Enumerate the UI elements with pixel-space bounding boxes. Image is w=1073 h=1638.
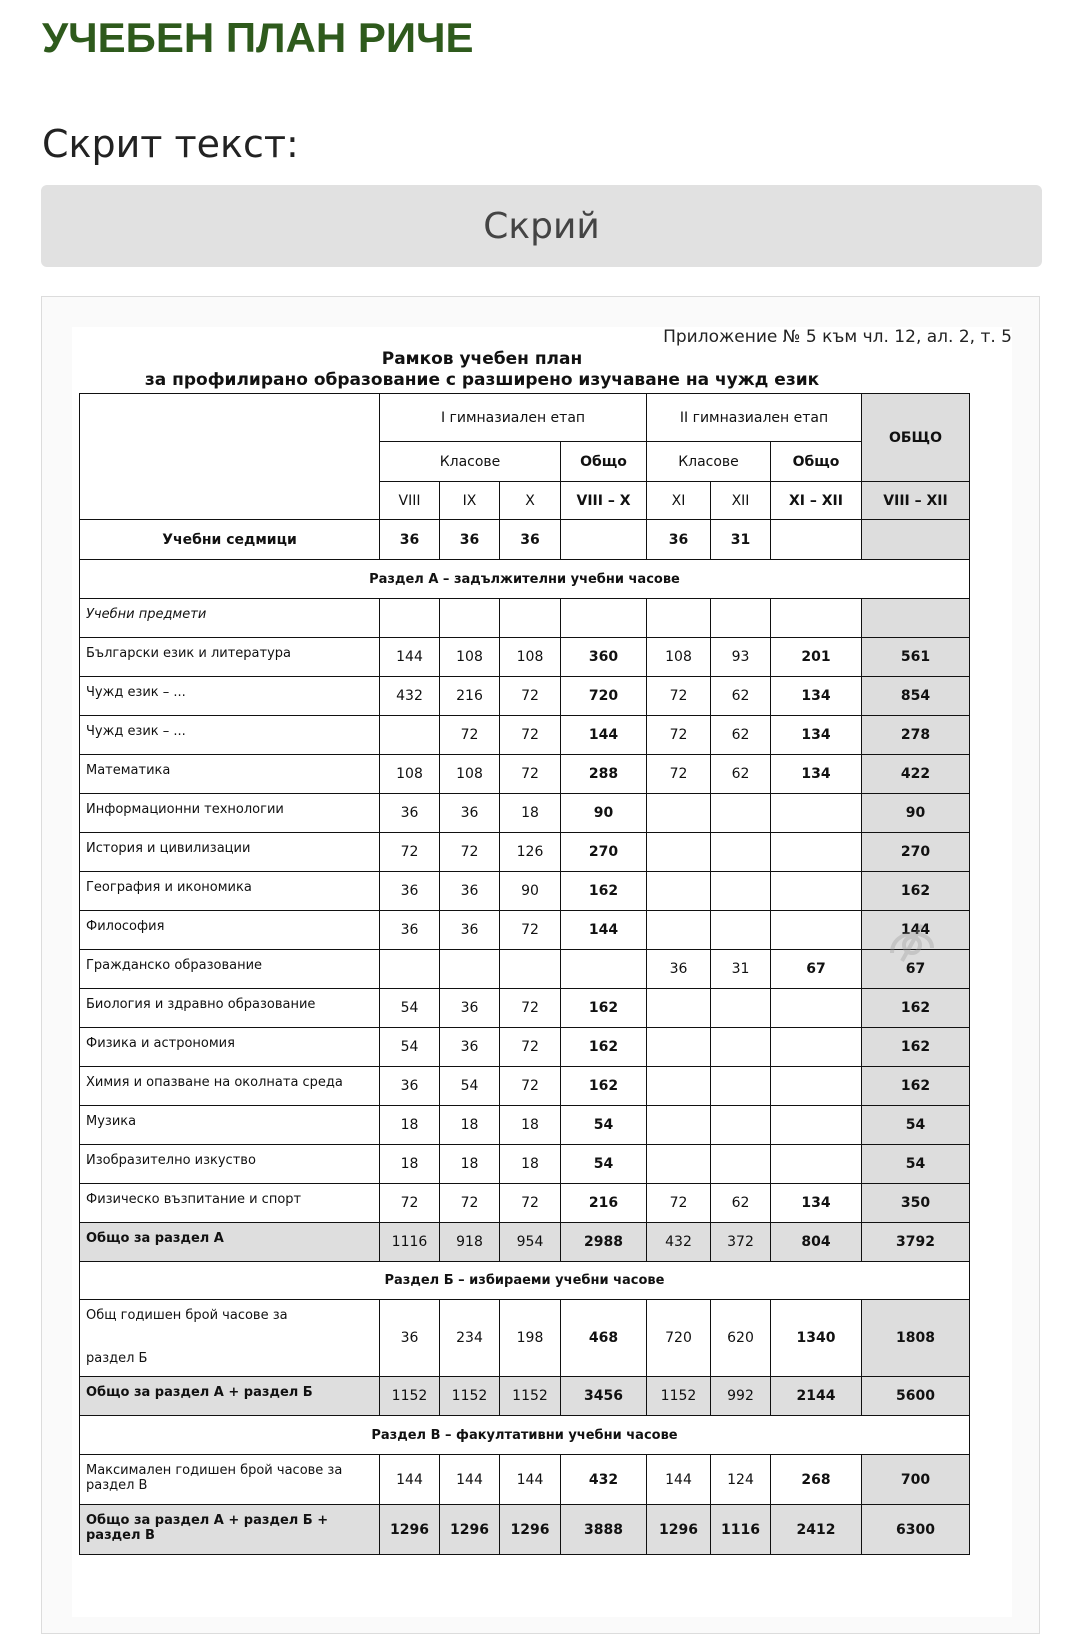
header-grade-xi: XI: [647, 482, 711, 520]
subject-name: Чужд език – ...: [80, 716, 380, 755]
value-cell: 108: [380, 755, 440, 794]
value-cell: 1340: [771, 1300, 862, 1377]
value-cell: 162: [862, 872, 970, 911]
header-grade-xi-xii: XI – XII: [771, 482, 862, 520]
value-cell: [771, 1106, 862, 1145]
empty-cell: [862, 599, 970, 638]
value-cell: 72: [440, 716, 500, 755]
value-cell: 36: [440, 794, 500, 833]
total-ab-row: [80, 1377, 970, 1416]
subject-name: История и цивилизации: [80, 833, 380, 872]
subject-row: [80, 638, 970, 677]
value-cell: 216: [561, 1184, 647, 1223]
value-cell: 1152: [647, 1377, 711, 1416]
subject-row: [80, 1184, 970, 1223]
value-cell: 62: [711, 755, 771, 794]
value-cell: 36: [647, 950, 711, 989]
value-cell: 3888: [561, 1505, 647, 1555]
value-cell: 2144: [771, 1377, 862, 1416]
value-cell: [647, 1028, 711, 1067]
subject-name: География и икономика: [80, 872, 380, 911]
value-cell: [771, 872, 862, 911]
subject-row: [80, 872, 970, 911]
subject-name: Химия и опазване на околната среда: [80, 1067, 380, 1106]
value-cell: [771, 1145, 862, 1184]
value-cell: 3792: [862, 1223, 970, 1262]
row-b-label-line1: Общ годишен брой часове за: [86, 1308, 288, 1323]
value-cell: 72: [380, 833, 440, 872]
empty-cell: [440, 599, 500, 638]
value-cell: 270: [862, 833, 970, 872]
value-cell: 144: [862, 911, 970, 950]
value-cell: 162: [561, 872, 647, 911]
section-b-row: [80, 1262, 970, 1300]
value-cell: 201: [771, 638, 862, 677]
watermark-icon: [882, 913, 942, 973]
row-b-label: [80, 1300, 380, 1377]
value-cell: 468: [561, 1300, 647, 1377]
header-stage1: I гимназиален етап: [380, 394, 647, 442]
value-cell: [647, 1106, 711, 1145]
value-cell: 432: [647, 1223, 711, 1262]
value-cell: 72: [500, 677, 561, 716]
value-cell: 90: [561, 794, 647, 833]
value-cell: 72: [647, 1184, 711, 1223]
value-cell: 1296: [647, 1505, 711, 1555]
total-a-label: Общо за раздел А: [80, 1223, 380, 1262]
value-cell: [771, 911, 862, 950]
subject-row: [80, 989, 970, 1028]
value-cell: 162: [862, 989, 970, 1028]
value-cell: 108: [440, 638, 500, 677]
value-cell: 18: [380, 1106, 440, 1145]
row-b-label-line2: раздел Б: [86, 1351, 148, 1366]
section-a-row: [80, 560, 970, 599]
value-cell: 36: [440, 1028, 500, 1067]
value-cell: 62: [711, 716, 771, 755]
value-cell: 854: [862, 677, 970, 716]
empty-cell: [771, 599, 862, 638]
section-a-title: Раздел А – задължителни учебни часове: [80, 560, 970, 599]
value-cell: 36: [380, 1300, 440, 1377]
value-cell: 1808: [862, 1300, 970, 1377]
value-cell: 72: [500, 989, 561, 1028]
value-cell: [711, 794, 771, 833]
curriculum-document-image: [72, 327, 1012, 1617]
value-cell: 124: [711, 1455, 771, 1505]
value-cell: 72: [500, 911, 561, 950]
value-cell: 134: [771, 677, 862, 716]
value-cell: 36: [380, 911, 440, 950]
value-cell: [771, 1028, 862, 1067]
empty-cell: [711, 599, 771, 638]
value-cell: 72: [440, 1184, 500, 1223]
empty-cell: [500, 599, 561, 638]
value-cell: 1296: [380, 1505, 440, 1555]
empty-cell: [647, 599, 711, 638]
value-cell: 620: [711, 1300, 771, 1377]
value-cell: 108: [500, 638, 561, 677]
value-cell: 134: [771, 716, 862, 755]
value-cell: [771, 794, 862, 833]
value-cell: 18: [380, 1145, 440, 1184]
value-cell: [647, 989, 711, 1028]
total-abc-label: Общо за раздел А + раздел Б + раздел В: [80, 1505, 380, 1555]
value-cell: 36: [380, 794, 440, 833]
value-cell: 90: [862, 794, 970, 833]
value-cell: 36: [500, 520, 561, 560]
value-cell: [771, 520, 862, 560]
value-cell: [561, 520, 647, 560]
value-cell: 278: [862, 716, 970, 755]
spoiler-content: [41, 296, 1040, 1634]
value-cell: 62: [711, 1184, 771, 1223]
value-cell: 36: [647, 520, 711, 560]
value-cell: 360: [561, 638, 647, 677]
value-cell: [862, 520, 970, 560]
value-cell: 31: [711, 950, 771, 989]
subject-name: Информационни технологии: [80, 794, 380, 833]
subject-row: [80, 794, 970, 833]
subject-row: [80, 677, 970, 716]
subject-name: Физика и астрономия: [80, 1028, 380, 1067]
value-cell: 372: [711, 1223, 771, 1262]
header-row-stages: [80, 394, 970, 442]
value-cell: 36: [380, 872, 440, 911]
value-cell: 54: [440, 1067, 500, 1106]
value-cell: 144: [380, 1455, 440, 1505]
value-cell: [711, 1145, 771, 1184]
value-cell: 144: [500, 1455, 561, 1505]
value-cell: 561: [862, 638, 970, 677]
subject-row: [80, 950, 970, 989]
header-classes2: Класове: [647, 442, 771, 482]
row-b: [80, 1300, 970, 1377]
row-c-label: Максимален годишен брой часове за раздел В: [80, 1455, 380, 1505]
value-cell: 432: [380, 677, 440, 716]
subject-name: Български език и литература: [80, 638, 380, 677]
header-empty-cell: [80, 394, 380, 520]
header-grade-viii-x: VIII – X: [561, 482, 647, 520]
value-cell: 1152: [500, 1377, 561, 1416]
value-cell: 54: [862, 1106, 970, 1145]
value-cell: 72: [647, 677, 711, 716]
value-cell: 36: [440, 989, 500, 1028]
annex-note: Приложение № 5 към чл. 12, ал. 2, т. 5: [663, 327, 1012, 347]
empty-cell: [380, 599, 440, 638]
subject-row: [80, 911, 970, 950]
spoiler-label: Скрит текст:: [42, 122, 299, 166]
value-cell: 18: [500, 794, 561, 833]
value-cell: 432: [561, 1455, 647, 1505]
value-cell: [647, 1067, 711, 1106]
value-cell: 2988: [561, 1223, 647, 1262]
value-cell: 144: [380, 638, 440, 677]
page-title: УЧЕБЕН ПЛАН РИЧЕ: [42, 14, 474, 61]
value-cell: 268: [771, 1455, 862, 1505]
value-cell: 216: [440, 677, 500, 716]
value-cell: 72: [380, 1184, 440, 1223]
value-cell: [380, 716, 440, 755]
value-cell: [711, 1028, 771, 1067]
value-cell: 72: [500, 716, 561, 755]
value-cell: 804: [771, 1223, 862, 1262]
value-cell: 720: [647, 1300, 711, 1377]
subject-name: Философия: [80, 911, 380, 950]
value-cell: 162: [862, 1028, 970, 1067]
header-stage2: II гимназиален етап: [647, 394, 862, 442]
subject-row: [80, 1145, 970, 1184]
value-cell: 3456: [561, 1377, 647, 1416]
total-a-row: [80, 1223, 970, 1262]
value-cell: [500, 950, 561, 989]
value-cell: [711, 1106, 771, 1145]
value-cell: 72: [647, 716, 711, 755]
value-cell: 134: [771, 755, 862, 794]
header-total: ОБЩО: [862, 394, 970, 482]
subject-name: Изобразително изкуство: [80, 1145, 380, 1184]
value-cell: 1152: [380, 1377, 440, 1416]
value-cell: 1116: [380, 1223, 440, 1262]
subject-row: [80, 833, 970, 872]
curriculum-table: [79, 393, 970, 1555]
value-cell: 72: [647, 755, 711, 794]
subject-name: Биология и здравно образование: [80, 989, 380, 1028]
value-cell: 126: [500, 833, 561, 872]
subject-name: Физическо възпитание и спорт: [80, 1184, 380, 1223]
document-subtitle: за профилирано образование с разширено изучаване на чужд език: [144, 370, 820, 390]
header-total1: Общо: [561, 442, 647, 482]
subject-row: [80, 1067, 970, 1106]
value-cell: 134: [771, 1184, 862, 1223]
value-cell: 144: [561, 911, 647, 950]
value-cell: 93: [711, 638, 771, 677]
value-cell: 108: [647, 638, 711, 677]
value-cell: 422: [862, 755, 970, 794]
value-cell: 918: [440, 1223, 500, 1262]
value-cell: 54: [561, 1106, 647, 1145]
value-cell: 144: [647, 1455, 711, 1505]
value-cell: 54: [862, 1145, 970, 1184]
value-cell: [711, 989, 771, 1028]
value-cell: 144: [440, 1455, 500, 1505]
value-cell: [711, 911, 771, 950]
header-grade-x: X: [500, 482, 561, 520]
document-title: Рамков учебен план: [381, 349, 583, 369]
value-cell: 162: [561, 1067, 647, 1106]
section-b-title: Раздел Б – избираеми учебни часове: [80, 1262, 970, 1300]
value-cell: 270: [561, 833, 647, 872]
header-total2: Общо: [771, 442, 862, 482]
value-cell: 18: [500, 1106, 561, 1145]
value-cell: [440, 950, 500, 989]
subject-name: Музика: [80, 1106, 380, 1145]
value-cell: 144: [561, 716, 647, 755]
value-cell: 72: [500, 755, 561, 794]
value-cell: [380, 950, 440, 989]
value-cell: 162: [561, 1028, 647, 1067]
value-cell: 5600: [862, 1377, 970, 1416]
row-c: [80, 1455, 970, 1505]
value-cell: 36: [440, 872, 500, 911]
value-cell: 36: [380, 1067, 440, 1106]
value-cell: 18: [440, 1106, 500, 1145]
header-grade-xii: XII: [711, 482, 771, 520]
value-cell: 1296: [500, 1505, 561, 1555]
subject-row: [80, 716, 970, 755]
total-abc-row: [80, 1505, 970, 1555]
value-cell: 18: [500, 1145, 561, 1184]
value-cell: [561, 950, 647, 989]
value-cell: 108: [440, 755, 500, 794]
value-cell: 234: [440, 1300, 500, 1377]
subject-name: Гражданско образование: [80, 950, 380, 989]
header-grade-viii-xii: VIII – XII: [862, 482, 970, 520]
value-cell: 700: [862, 1455, 970, 1505]
value-cell: 720: [561, 677, 647, 716]
subject-row: [80, 1028, 970, 1067]
value-cell: [771, 833, 862, 872]
header-grade-ix: IX: [440, 482, 500, 520]
value-cell: 54: [561, 1145, 647, 1184]
value-cell: [647, 911, 711, 950]
value-cell: [647, 1145, 711, 1184]
empty-cell: [561, 599, 647, 638]
value-cell: 54: [380, 989, 440, 1028]
value-cell: 162: [561, 989, 647, 1028]
value-cell: 36: [380, 520, 440, 560]
weeks-label: Учебни седмици: [80, 520, 380, 560]
value-cell: 288: [561, 755, 647, 794]
value-cell: [647, 833, 711, 872]
value-cell: 31: [711, 520, 771, 560]
value-cell: 6300: [862, 1505, 970, 1555]
subject-name: Математика: [80, 755, 380, 794]
value-cell: 67: [771, 950, 862, 989]
header-grade-viii: VIII: [380, 482, 440, 520]
value-cell: 67: [862, 950, 970, 989]
value-cell: 54: [380, 1028, 440, 1067]
value-cell: 198: [500, 1300, 561, 1377]
header-classes1: Класове: [380, 442, 561, 482]
subject-row: [80, 1106, 970, 1145]
value-cell: 72: [500, 1028, 561, 1067]
subject-name: Чужд език – ...: [80, 677, 380, 716]
value-cell: [771, 989, 862, 1028]
subjects-label-row: [80, 599, 970, 638]
subject-row: [80, 755, 970, 794]
value-cell: 1116: [711, 1505, 771, 1555]
value-cell: 18: [440, 1145, 500, 1184]
value-cell: [647, 872, 711, 911]
value-cell: 954: [500, 1223, 561, 1262]
value-cell: 992: [711, 1377, 771, 1416]
total-ab-label: Общо за раздел А + раздел Б: [80, 1377, 380, 1416]
value-cell: 1152: [440, 1377, 500, 1416]
value-cell: 90: [500, 872, 561, 911]
value-cell: 72: [440, 833, 500, 872]
value-cell: 1296: [440, 1505, 500, 1555]
value-cell: [647, 794, 711, 833]
value-cell: [711, 833, 771, 872]
value-cell: 2412: [771, 1505, 862, 1555]
value-cell: 36: [440, 520, 500, 560]
value-cell: 72: [500, 1184, 561, 1223]
value-cell: [711, 1067, 771, 1106]
hide-spoiler-button[interactable]: Скрий: [41, 185, 1042, 267]
value-cell: [771, 1067, 862, 1106]
section-c-title: Раздел В – факултативни учебни часове: [80, 1416, 970, 1455]
value-cell: [711, 872, 771, 911]
row-weeks: [80, 520, 970, 560]
section-c-row: [80, 1416, 970, 1455]
value-cell: 162: [862, 1067, 970, 1106]
value-cell: 62: [711, 677, 771, 716]
value-cell: 36: [440, 911, 500, 950]
subjects-label: Учебни предмети: [80, 599, 380, 638]
value-cell: 350: [862, 1184, 970, 1223]
value-cell: 72: [500, 1067, 561, 1106]
